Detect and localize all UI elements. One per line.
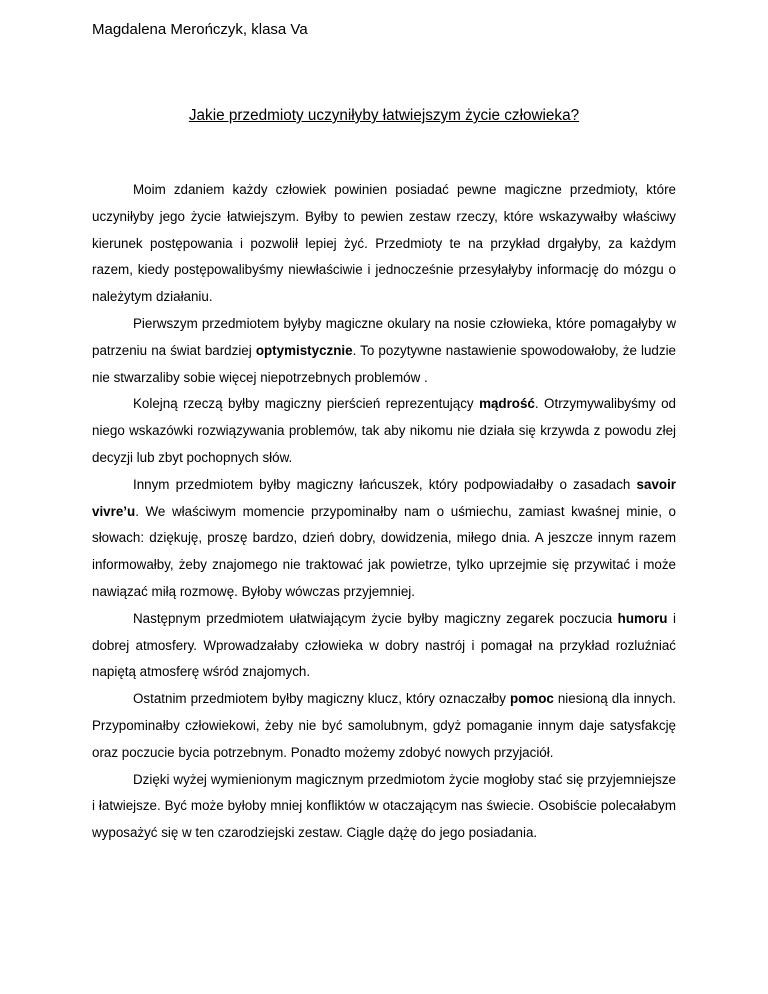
paragraph-text: Pierwszym przedmiotem byłyby magiczne okulary na nosie człowieka, które pomagałyby w patrzeniu na świat bardziej [92, 315, 676, 358]
paragraph-text: Dzięki wyżej wymienionym magicznym przedmiotom życie mogłoby stać się przyjemniejsze i łatwiejsze. Być może byłoby mniej konfliktów w otaczającym nas świecie. Osobiście polecałabym wyposażyć się w ten czarodziejski zestaw. Ciągle dążę do jego posiadania. [92, 771, 676, 841]
paragraph-text: i dobrej atmosfery. Wprowadzałaby człowieka w dobry nastrój i pomagał na przykład rozluźniać napiętą atmosferę wśród znajomych. [92, 610, 676, 680]
paragraph-text: Kolejną rzeczą byłby magiczny pierścień reprezentujący [133, 396, 480, 412]
paragraph-chain [92, 472, 676, 606]
paragraph-key [92, 686, 676, 766]
paragraph-ring [92, 391, 676, 471]
essay-body [92, 177, 676, 847]
author-header: Magdalena Merończyk, klasa Va [92, 21, 308, 38]
paragraph-text: niesioną dla innych. Przypominałby człowiekowi, żeby nie być samolubnym, gdyż pomaganie innym daje satysfakcję oraz poczucie bycia potrzebnym. Ponadto możemy zdobyć nowych przyjaciół. [92, 691, 677, 760]
paragraph-text: . Otrzymywalibyśmy od niego wskazówki rozwiązywania problemów, tak aby nikomu nie działa się krzywda z powodu złej decyzji lub zbyt pochopnych słów. [92, 396, 676, 465]
paragraph-text: Moim zdaniem każdy człowiek powinien posiadać pewne magiczne przedmioty, które uczyniłyby jego życie łatwiejszym. Byłby to pewien zestaw rzeczy, które wskazywałby właściwy kierunek postępowania i pozwolił lepiej żyć. Przedmioty te na przykład drgałyby, za każdym razem, kiedy postępowalibyśmy niewłaściwie i jednocześnie przesyłałyby informację do mózgu o należytym działaniu. [92, 182, 676, 305]
paragraph-text: . To pozytywne nastawienie spowodowałoby, że ludzie nie stwarzaliby sobie więcej niepotrzebnych problemów . [92, 342, 676, 385]
paragraph-text: Innym przedmiotem byłby magiczny łańcuszek, który podpowiadałby o zasadach [133, 476, 637, 492]
paragraph-text: Ostatnim przedmiotem byłby magiczny klucz, który oznaczałby [133, 691, 510, 707]
keyword-pomoc: pomoc [509, 691, 554, 707]
keyword-humoru: humoru [617, 610, 668, 626]
paragraph-intro [92, 177, 676, 311]
paragraph-text: . We właściwym momencie przypominałby nam o uśmiechu, zamiast kwaśnej minie, o słowach: dziękuję, proszę bardzo, dzień dobry, dowidzenia, miłego dnia. A jeszcze innym razem informowałby, żeby znajomego nie traktować jak powietrze, tylko uprzejmie się przywitać i może nawiązać miłą rozmowę. Byłoby wówczas przyjemniej. [92, 503, 676, 599]
keyword-optymistycznie: optymistycznie [255, 342, 353, 358]
paragraph-watch [92, 606, 676, 686]
keyword-madrosc: mądrość [479, 396, 535, 412]
paragraph-glasses [92, 311, 676, 391]
paragraph-conclusion [92, 767, 676, 847]
paragraph-text: Następnym przedmiotem ułatwiającym życie byłby magiczny zegarek poczucia [133, 610, 618, 626]
keyword-savoir-vivre: savoir vivre’u [92, 476, 676, 519]
essay-title: Jakie przedmioty uczyniłyby łatwiejszym życie człowieka? [188, 107, 580, 124]
